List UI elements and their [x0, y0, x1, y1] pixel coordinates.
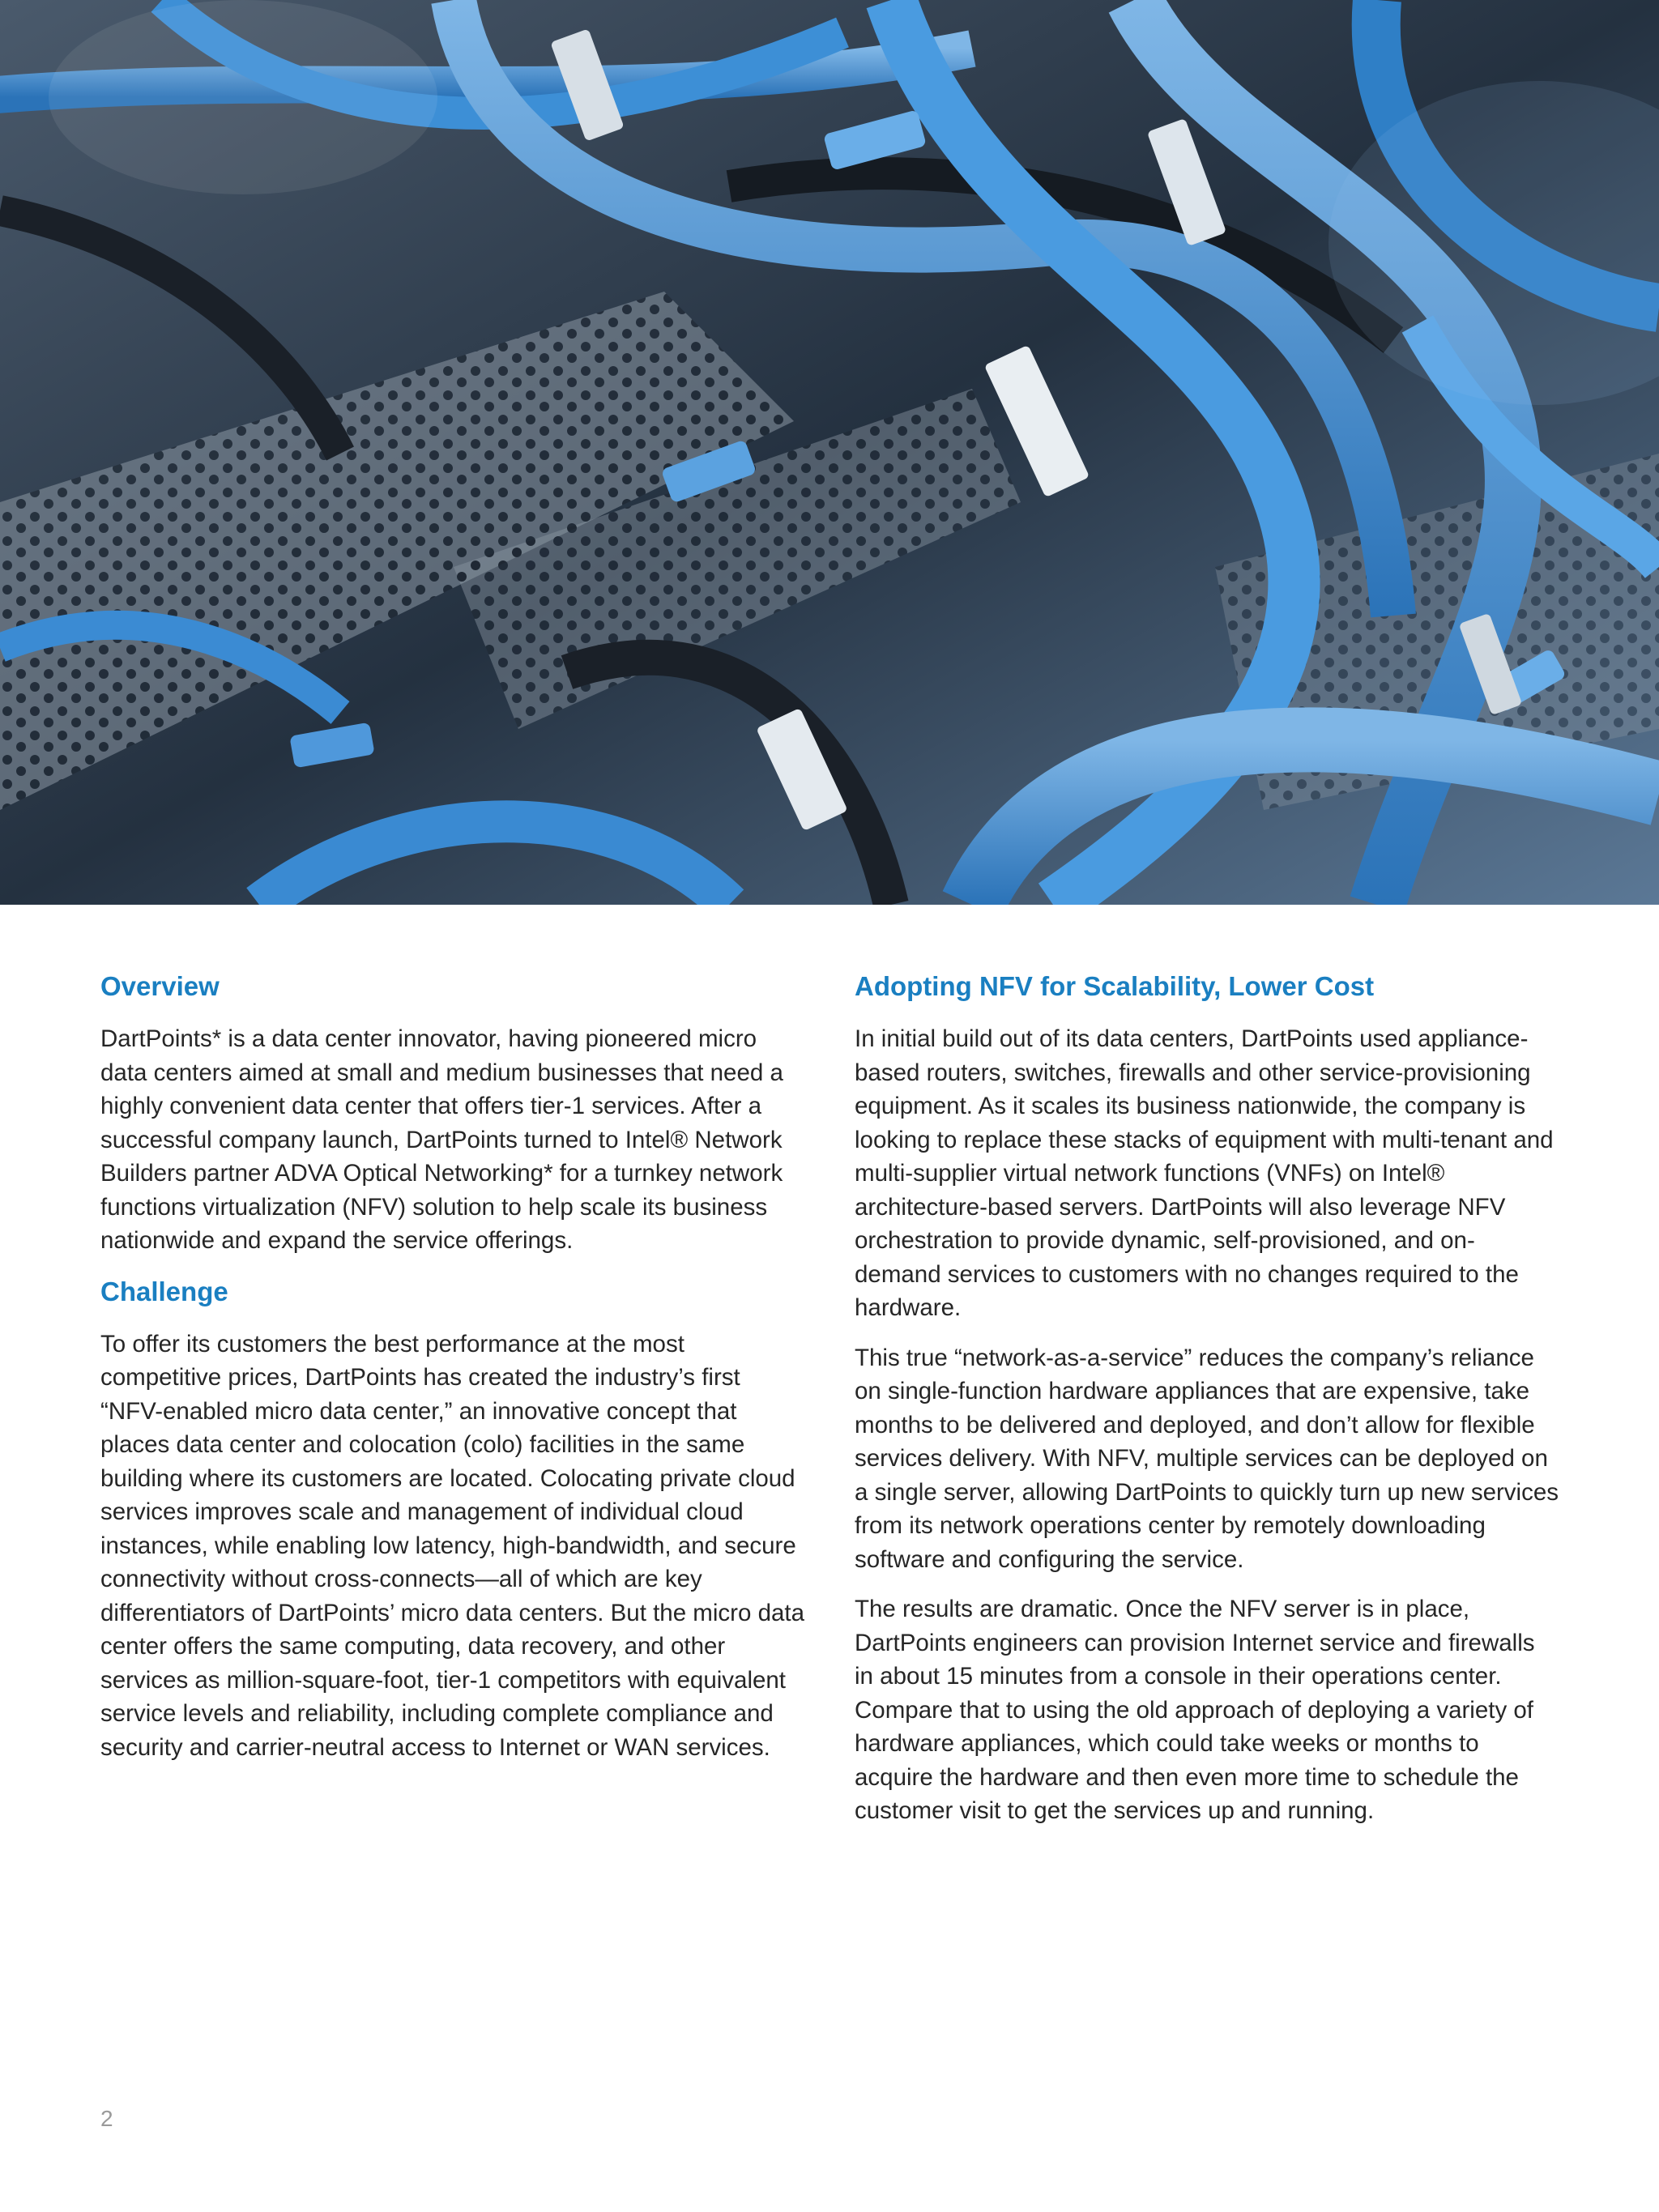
overview-text: DartPoints* is a data center innovator, having pioneered micro data centers aimed at small and medium businesses that need a highly convenient data center that offers tier-1 services. After a successful company launch, DartPoints turned to Intel® Network Builders partner ADVA Optical Networking* for a turnkey network functions virtualization (NFV) solution to help scale its business nationwide and expand the service offerings.	[100, 1025, 783, 1254]
nfv-paragraph-3: The results are dramatic. Once the NFV server is in place, DartPoints engineers can provision Internet service and firewalls in about 15 minutes from a console in their operations center. Compare that to using the old approach of deploying a variety of hardware appliances, which could take weeks or months to acquire the hardware and then even more time to schedule the customer visit to get the services up and running.	[855, 1596, 1535, 1824]
right-column	[855, 969, 1559, 1844]
nfv-paragraph-1: In initial build out of its data centers, DartPoints used appliance-based routers, switches, firewalls and other service-provisioning equipment. As it scales its business nationwide, the company is looking to replace these stacks of equipment with multi-tenant and multi-supplier virtual network functions (VNFs) on Intel® architecture-based servers. DartPoints will also leverage NFV orchestration to provide dynamic, self-provisioned, and on-demand services to customers with no changes required to the hardware.	[855, 1025, 1554, 1321]
nfv-heading: Adopting NFV for Scalability, Lower Cost	[855, 971, 1375, 1001]
challenge-heading: Challenge	[100, 1276, 228, 1306]
nfv-paragraph-2: This true “network-as-a-service” reduces the company’s reliance on single-function hardware appliances that are expensive, take months to be delivered and deployed, and don’t allow for flexible services delivery. With NFV, multiple services can be deployed on a single server, allowing DartPoints to quickly turn up new services from its network operations center by remotely downloading software and configuring the service.	[855, 1344, 1559, 1573]
server-cables-photo-icon	[0, 0, 1659, 905]
overview-heading: Overview	[100, 971, 220, 1001]
challenge-text: To offer its customers the best performance at the most competitive prices, DartPoints has created the industry’s first “NFV-enabled micro data center,” an innovative concept that places data center and colocation (colo) facilities in the same building where its customers are located. Colocating private cloud services improves scale and management of individual cloud instances, while enabling low latency, high-bandwidth, and secure connectivity without cross-connects—all of which are key differentiators of DartPoints’ micro data centers. But the micro data center offers the same computing, data recovery, and other services as million-square-foot, tier-1 competitors with equivalent service levels and reliability, including complete compliance and security and carrier-neutral access to Internet or WAN services.	[100, 1330, 805, 1761]
hero-image	[0, 0, 1659, 905]
left-column	[100, 969, 805, 1780]
page-number: 2	[100, 2106, 113, 2131]
